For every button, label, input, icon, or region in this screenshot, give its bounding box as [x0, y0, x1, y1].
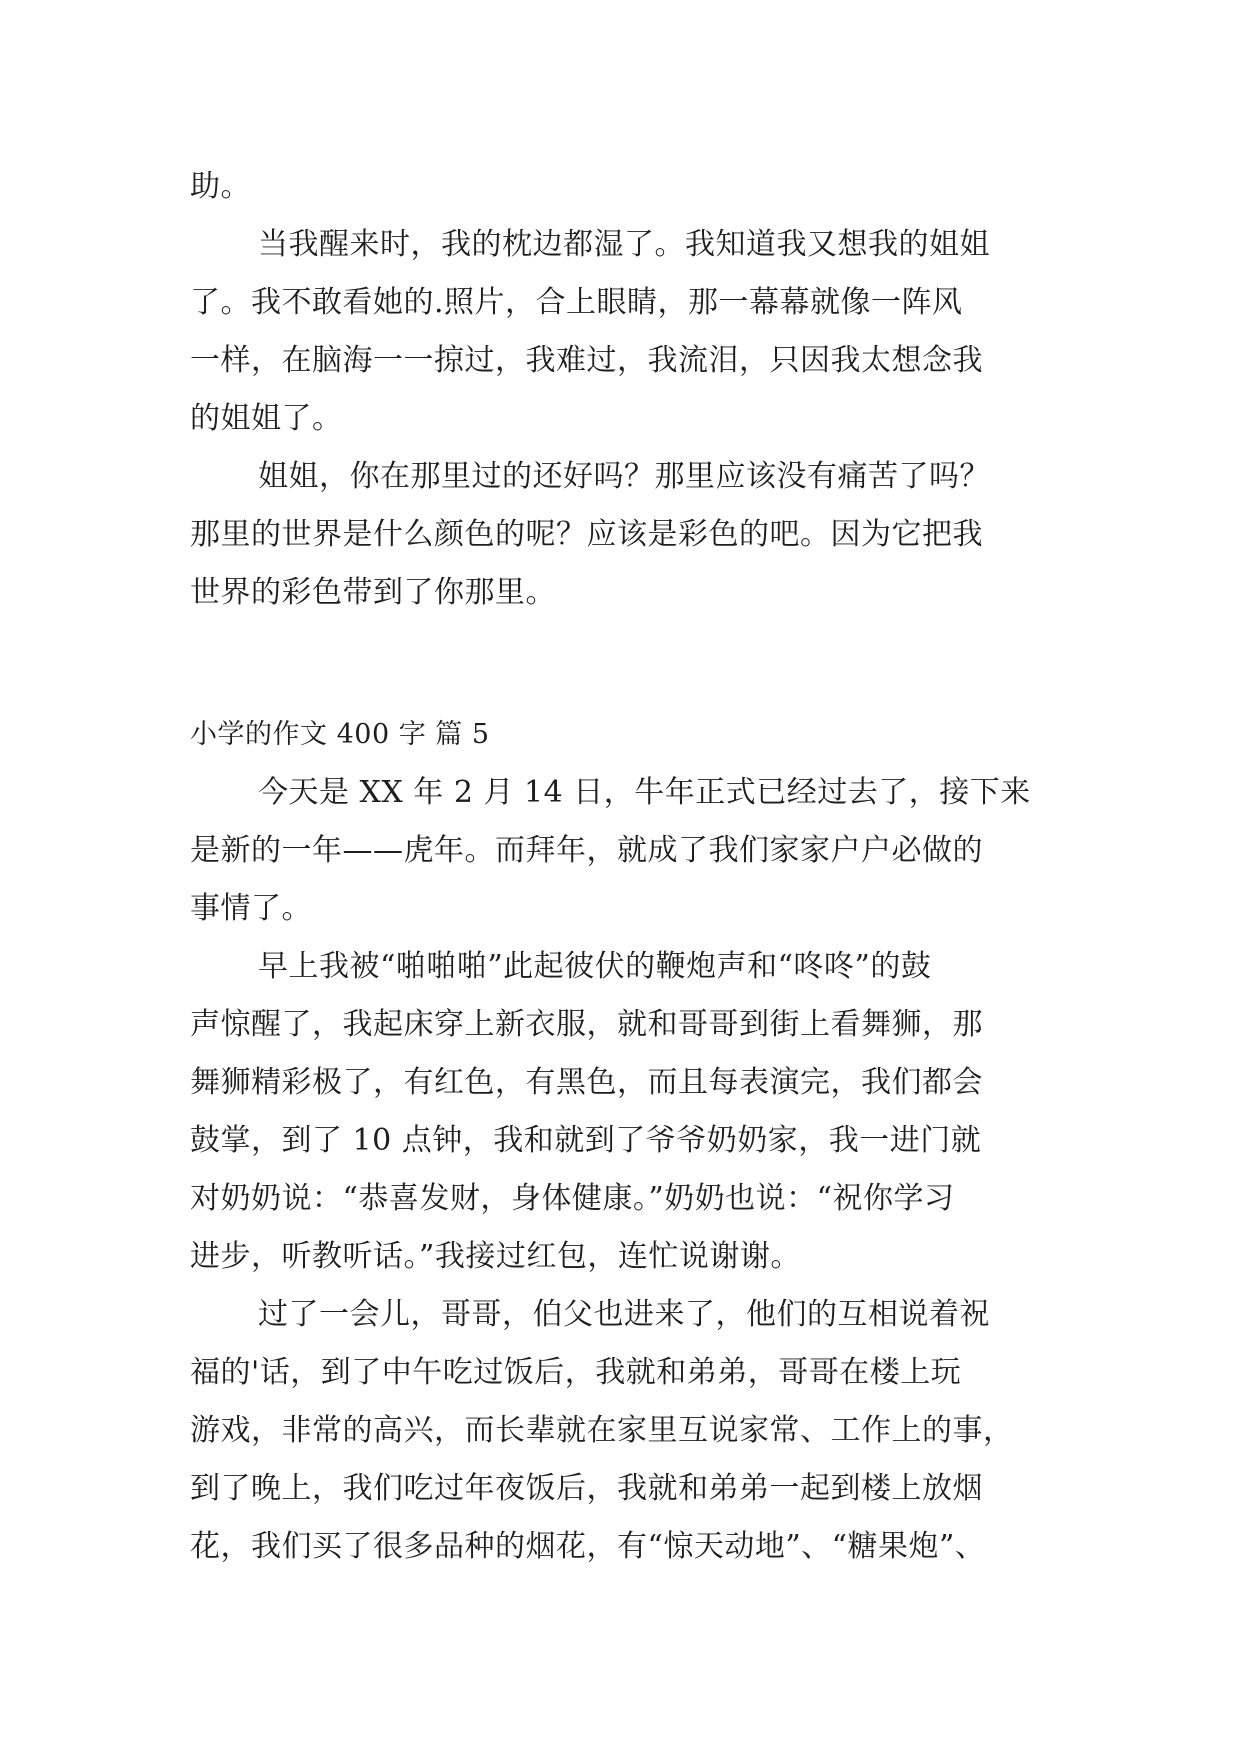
text-line: 是新的一年——虎年。而拜年，就成了我们家家户户必做的 [190, 833, 983, 868]
text-line: 事情了。 [190, 891, 312, 926]
text-line: 花，我们买了很多品种的烟花，有“惊天动地”、“糖果炮”、 [190, 1529, 986, 1564]
text-line: 早上我被“啪啪啪”此起彼伏的鞭炮声和“咚咚”的鼓 [258, 949, 932, 984]
text-line: 到了晚上，我们吃过年夜饭后，我就和弟弟一起到楼上放烟 [190, 1471, 983, 1506]
text-line: 那里的世界是什么颜色的呢？应该是彩色的吧。因为它把我 [190, 517, 983, 552]
text-line: 世界的彩色带到了你那里。 [190, 575, 556, 610]
text-line: 一样，在脑海一一掠过，我难过，我流泪，只因我太想念我 [190, 343, 983, 378]
paragraph [190, 764, 1050, 938]
text-line: 今天是 XX 年 2 月 14 日，牛年正式已经过去了，接下来 [258, 775, 1031, 810]
text-line: 助。 [190, 169, 251, 204]
text-line: 福的'话，到了中午吃过饭后，我就和弟弟，哥哥在楼上玩 [190, 1355, 962, 1390]
paragraph-continuation [190, 158, 1050, 216]
text-line: 舞狮精彩极了，有红色，有黑色，而且每表演完，我们都会 [190, 1065, 983, 1100]
text-line: 鼓掌，到了 10 点钟，我和就到了爷爷奶奶家，我一进门就 [190, 1123, 982, 1158]
text-line: 声惊醒了，我起床穿上新衣服，就和哥哥到街上看舞狮，那 [190, 1007, 983, 1042]
document-body [190, 158, 1050, 1576]
text-line: 了。我不敢看她的.照片，合上眼睛，那一幕幕就像一阵风 [190, 285, 963, 320]
paragraph [190, 938, 1050, 1286]
text-line: 进步，听教听话。”我接过红包，连忙说谢谢。 [190, 1239, 801, 1274]
text-line: 当我醒来时，我的枕边都湿了。我知道我又想我的姐姐 [258, 227, 990, 262]
paragraph [190, 216, 1050, 448]
text-line: 姐姐，你在那里过的还好吗？那里应该没有痛苦了吗？ [258, 459, 990, 494]
text-line: 游戏，非常的高兴，而长辈就在家里互说家常、工作上的事， [190, 1413, 1014, 1448]
text-line: 过了一会儿，哥哥，伯父也进来了，他们的互相说着祝 [258, 1297, 990, 1332]
paragraph [190, 448, 1050, 622]
text-line: 对奶奶说：“恭喜发财，身体健康。”奶奶也说：“祝你学习 [190, 1181, 955, 1216]
section-heading: 小学的作文 400 字 篇 5 [190, 719, 490, 750]
section-spacer [190, 622, 1050, 706]
text-line: 的姐姐了。 [190, 401, 343, 436]
paragraph [190, 1286, 1050, 1576]
